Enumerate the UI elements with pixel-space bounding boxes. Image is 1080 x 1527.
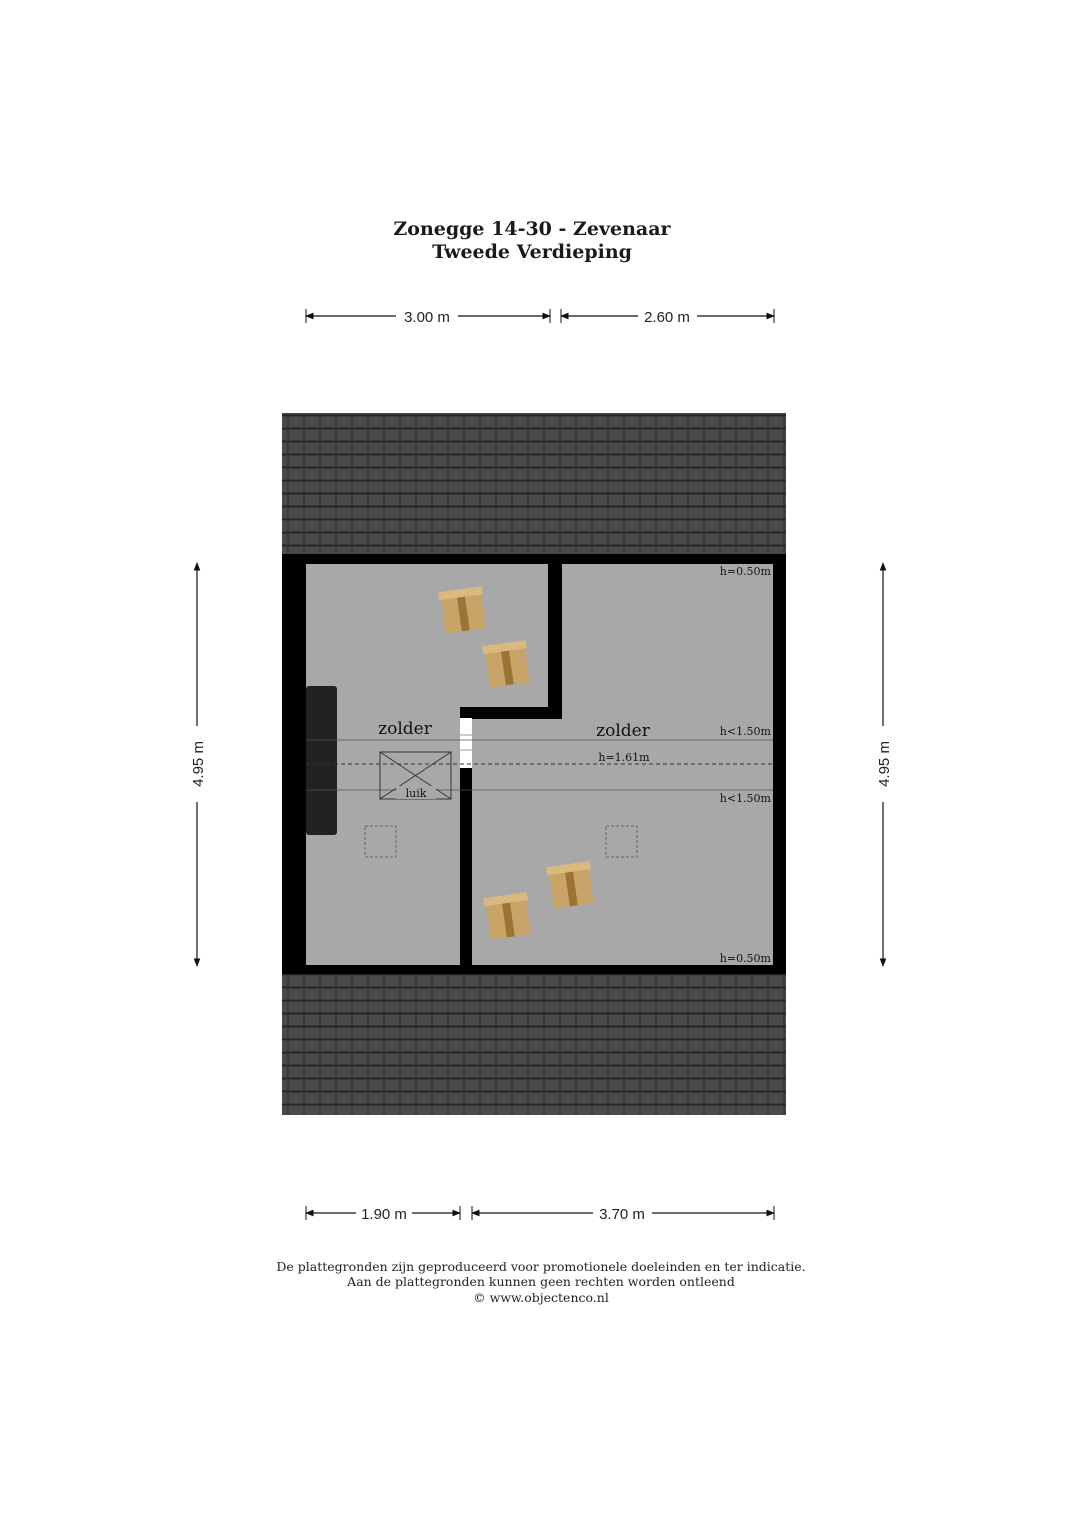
room-label-left: zolder [378, 719, 432, 739]
dimension-right [876, 563, 893, 966]
height-label-lower: h<1.50m [719, 792, 771, 805]
height-label-upper: h<1.50m [719, 725, 771, 738]
height-label-ridge: h=1.61m [598, 751, 650, 764]
height-label-bottom: h=0.50m [719, 952, 771, 965]
disclaimer-line-2: Aan de plattegronden kunnen geen rechten worden ontleend [347, 1274, 735, 1289]
roof-bottom [282, 971, 786, 1115]
dimension-top-left [306, 309, 550, 326]
room-label-right: zolder [596, 721, 650, 741]
dimension-bottom-right [472, 1206, 774, 1223]
dimension-right-label: 4.95 m [876, 741, 893, 787]
plan-subtitle: Tweede Verdieping [432, 241, 632, 263]
chimney [306, 686, 337, 835]
dimension-bottom-left [306, 1206, 460, 1223]
storage-box [438, 586, 487, 634]
dimension-bottom-right-label: 3.70 m [599, 1206, 645, 1223]
dimension-left-label: 4.95 m [190, 741, 207, 787]
roof-top [282, 413, 786, 557]
dimension-left [190, 563, 207, 966]
disclaimer-line-1: De plattegronden zijn geproduceerd voor promotionele doeleinden en ter indicatie. [276, 1259, 806, 1274]
height-label-top: h=0.50m [719, 565, 771, 578]
dimension-top-left-label: 3.00 m [404, 309, 450, 326]
dimension-top-right-label: 2.60 m [644, 309, 690, 326]
plan-title: Zonegge 14-30 - Zevenaar [393, 218, 671, 240]
door-opening [460, 718, 472, 768]
storage-box [482, 640, 531, 688]
copyright-line: © www.objectenco.nl [473, 1290, 609, 1305]
hatch-label: luik [405, 787, 427, 800]
dimension-top-right [561, 309, 774, 326]
storage-box [546, 861, 595, 909]
dimension-bottom-left-label: 1.90 m [361, 1206, 407, 1223]
storage-box [483, 892, 532, 940]
